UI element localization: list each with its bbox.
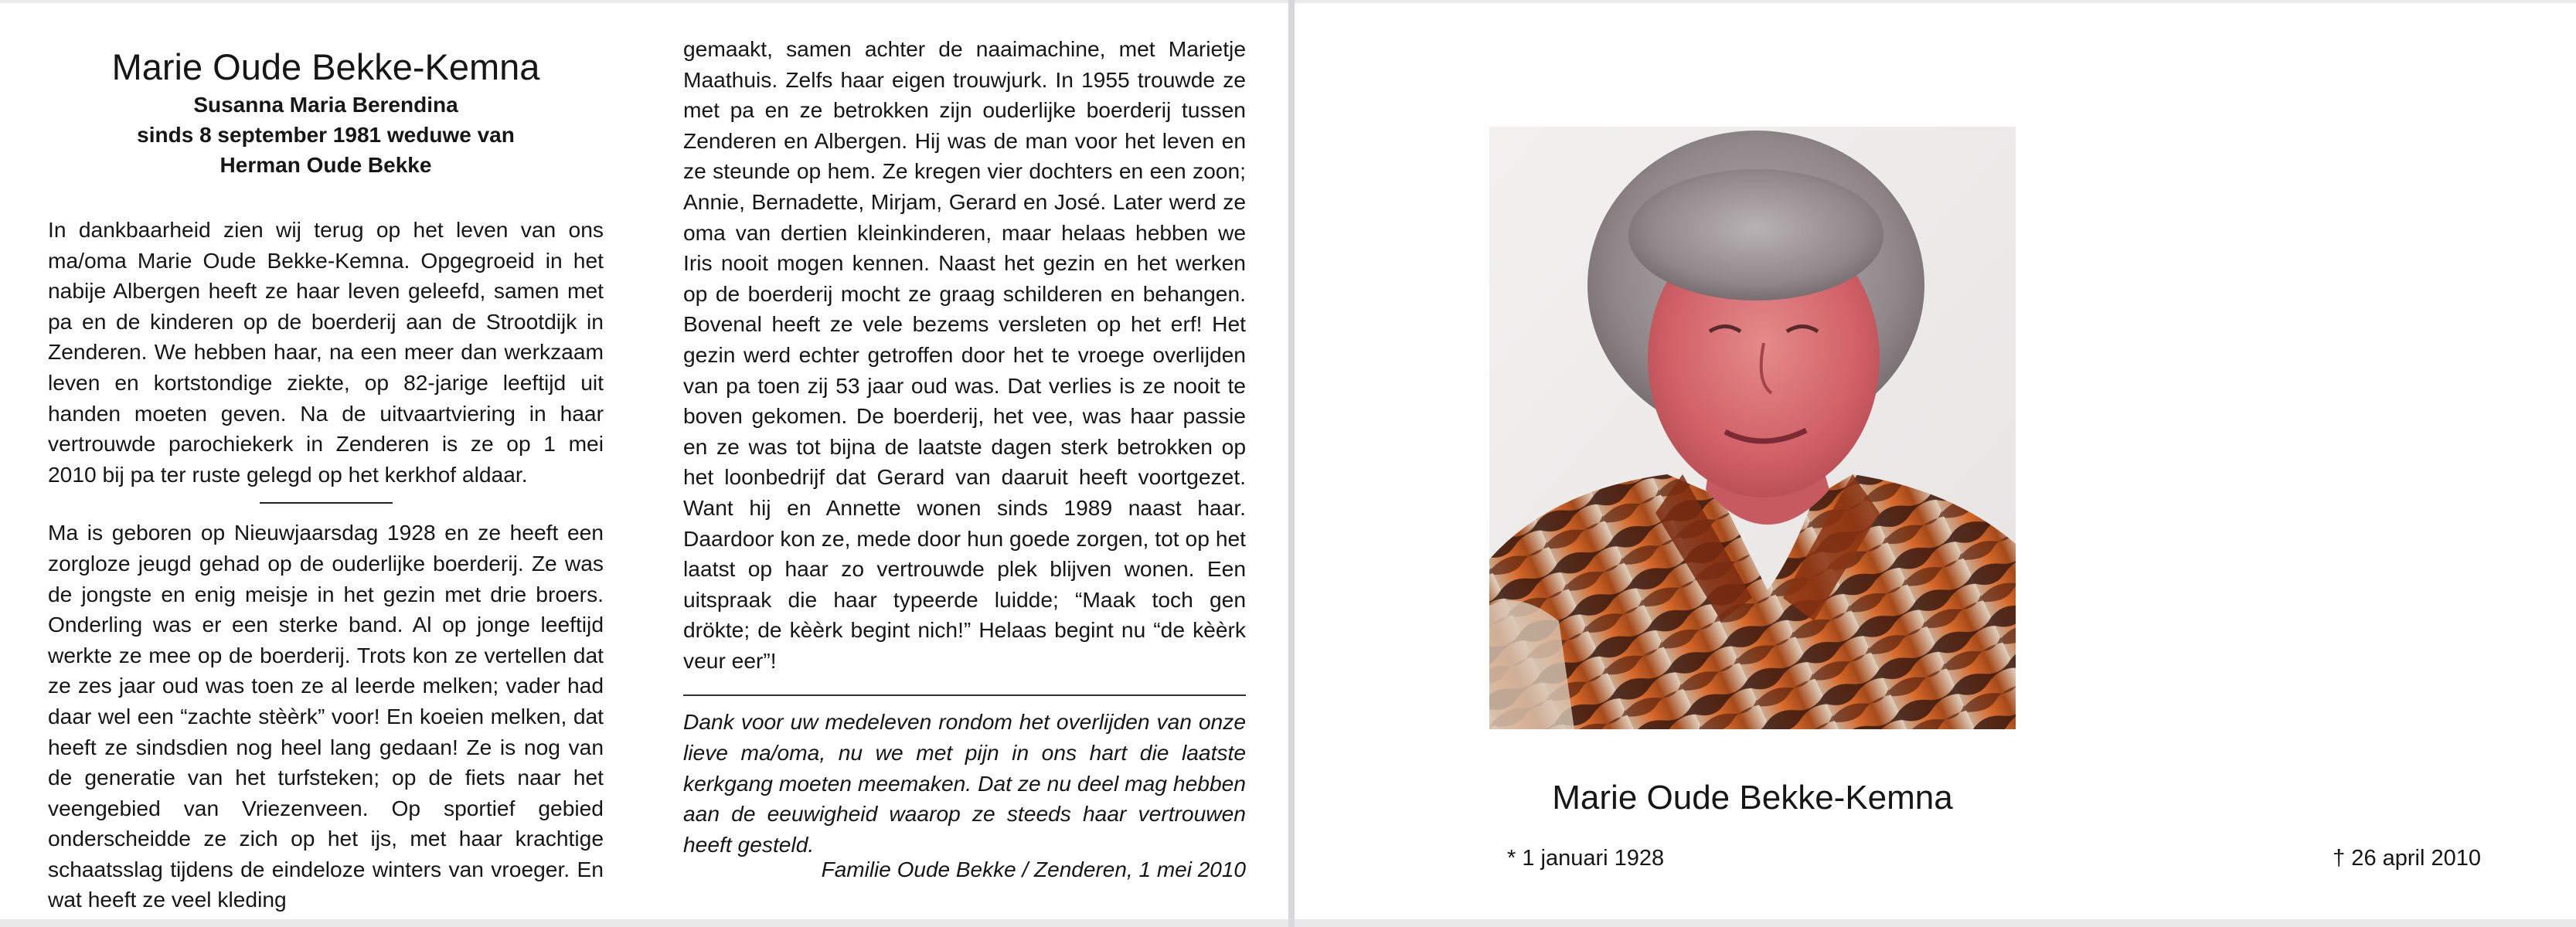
divider	[260, 502, 393, 504]
paragraph-youth: Ma is geboren op Nieuwjaarsdag 1928 en ze heeft een zorgloze jeugd gehad op de ouderlijke boerderij. Ze was de jongste en enig meisje in het gezin met drie broers. Onderling was er een sterke band. Al op jonge leeftijd werkte ze mee op de boerderij. Trots kon ze vertellen dat ze zes jaar oud was toen ze al leerde melken; vader had daar wel een “zachte stèèrk” voor! En koeien melken, dat heeft ze sindsdien nog heel lang gedaan! Ze is nog van de generatie van het turfsteken; op de fiets naar het veengebied van Vriezenveen. Op sportief gebied onderscheidde ze zich op het ijs, met haar krachtige schaatsslag tijdens de eindeloze winters van vroeger. En wat heeft ze veel kleding	[48, 520, 604, 912]
card-header	[48, 45, 604, 180]
paragraph-gratitude: In dankbaarheid zien wij terug op het leven van ons ma/oma Marie Oude Bekke-Kemna. Opgegroeid in het nabije Albergen heeft ze haar leven geleefd, samen met pa en de kinderen op de boerderij aan de Strootdijk in Zenderen. We hebben haar, na een meer dan werkzaam leven en kortstondige ziekte, op 82-jarige leeftijd uit handen moeten geven. Na de uitvaartviering in haar vertrouwde parochiekerk in Zenderen is ze op 1 mei 2010 bij pa ter ruste gelegd op het kerkhof aldaar.	[48, 217, 604, 487]
husband-name: Herman Oude Bekke	[219, 153, 432, 177]
deceased-name: Marie Oude Bekke-Kemna	[111, 46, 540, 87]
death-date: † 26 april 2010	[2333, 846, 2481, 871]
portrait-photo	[1489, 127, 2016, 729]
card-fold	[1288, 0, 1295, 927]
thanks-text: Dank voor uw medeleven rondom het overlijden van onze lieve ma/oma, nu we met pijn in ons hart die laatste kerkgang moeten meemaken. Dat ze nu deel mag hebben aan de eeuwigheid waarop ze steeds haar vertrouwen heeft gesteld.	[683, 709, 1246, 857]
life-story-right-column	[683, 34, 1246, 860]
life-story-left-column	[48, 215, 604, 915]
birth-date: * 1 januari 1928	[1507, 846, 1665, 871]
full-names: Susanna Maria Berendina	[193, 93, 458, 117]
divider-wide	[683, 694, 1246, 696]
family-signature: Familie Oude Bekke / Zenderen, 1 mei 2010	[821, 857, 1246, 881]
paragraph-family: gemaakt, samen achter de naaimachine, met Marietje Maathuis. Zelfs haar eigen trouwjurk. In 1955 trouwde ze met pa en ze betrokken zijn ouderlijke boerderij tussen Zenderen en Albergen. Hij was de man voor het leven en ze steunde op hem. Ze kregen vier dochters en een zoon; Annie, Bernadette, Mirjam, Gerard en José. Later werd ze oma van dertien kleinkinderen, maar helaas hebben we Iris nooit mogen kennen. Naast het gezin en het werken op de boerderij mocht ze graag schilderen en behangen. Bovenal heeft ze vele bezems versleten op het erf! Het gezin werd echter getroffen door het te vroege overlijden van pa toen zij 53 jaar oud was. Dat verlies is ze nooit te boven gekomen. De boerderij, het vee, was haar passie en ze was tot bijna de laatste dagen sterk betrokken op het loonbedrijf dat Gerard van daaruit heeft voortgezet. Want hij en Annette wonen sinds 1989 naast haar. Daardoor kon ze, mede door hun goede zorgen, tot op het laatst op haar zo vertrouwde plek blijven wonen. Een uitspraak die haar typeerde luidde; “Maak toch gen drökte; de kèèrk begint nich!” Helaas begint nu “de kèèrk veur eer”!	[683, 36, 1246, 673]
front-name: Marie Oude Bekke-Kemna	[1552, 779, 1953, 817]
widow-line: sinds 8 september 1981 weduwe van	[137, 123, 515, 147]
